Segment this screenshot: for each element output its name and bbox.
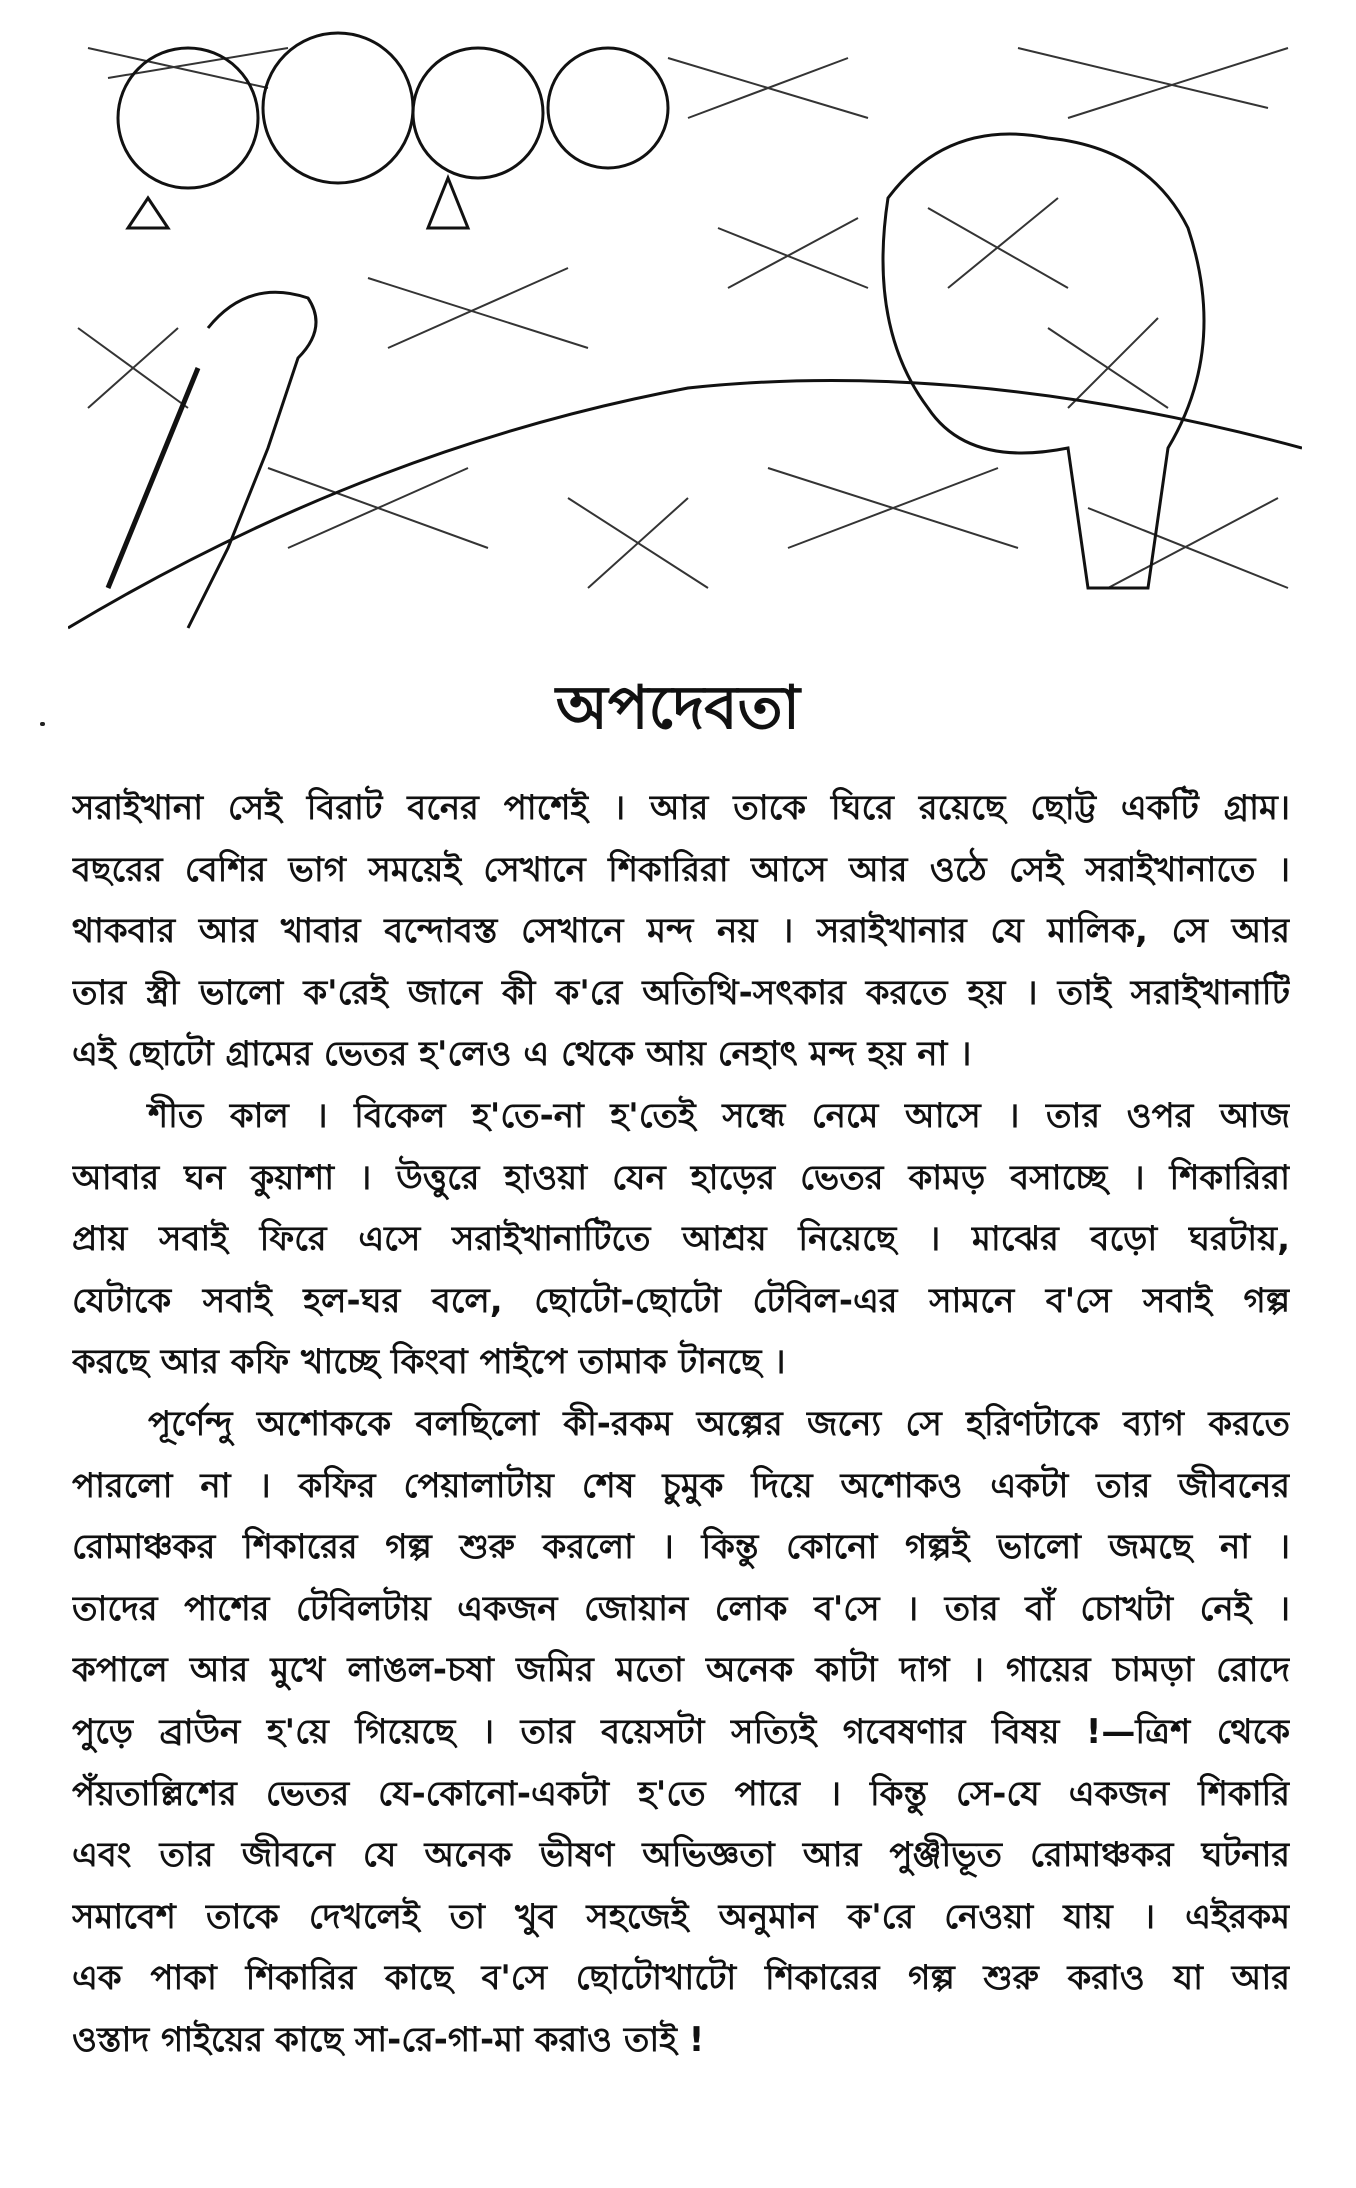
text-line: বছরের বেশির ভাগ সময়েই সেখানে শিকারিরা আসে আর ওঠে সেই সরাইখানাতে । xyxy=(72,849,1290,890)
text-line: রোমাঞ্চকর শিকারের গল্প শুরু করলো । কিন্তু কোনো গল্পই ভালো জমছে না । xyxy=(72,1527,1290,1568)
text-line: শীত কাল । বিকেল হ'তে-না হ'তেই সন্ধে নেমে আসে । তার ওপর আজ xyxy=(148,1095,1290,1136)
text-line: সমাবেশ তাকে দেখলেই তা খুব সহজেই অনুমান ক'রে নেওয়া যায় । এইরকম xyxy=(72,1896,1290,1937)
text-line: কপালে আর মুখে লাঙল-চষা জমির মতো অনেক কাটা দাগ । গায়ের চামড়া রোদে xyxy=(72,1650,1290,1691)
text-line: পারলো না । কফির পেয়ালাটায় শেষ চুমুক দিয়ে অশোকও একটা তার জীবনের xyxy=(72,1465,1290,1506)
text-line: সরাইখানা সেই বিরাট বনের পাশেই । আর তাকে ঘিরে রয়েছে ছোট্ট একটি গ্রাম। xyxy=(72,788,1290,828)
story-title: অপদেবতা xyxy=(555,673,801,743)
text-line: যেটাকে সবাই হল-ঘর বলে, ছোটো-ছোটো টেবিল-এর সামনে ব'সে সবাই গল্প xyxy=(72,1280,1290,1321)
text-line: এক পাকা শিকারির কাছে ব'সে ছোটোখাটো শিকারের গল্প শুরু করাও যা আর xyxy=(72,1958,1290,1999)
text-line: পূর্ণেন্দু অশোককে বলছিলো কী-রকম অল্পের জন্যে সে হরিণটাকে ব্যাগ করতে xyxy=(148,1403,1290,1444)
text-line: আবার ঘন কুয়াশা । উত্তুরে হাওয়া যেন হাড়ের ভেতর কামড় বসাচ্ছে । শিকারিরা xyxy=(72,1157,1290,1198)
text-line: এই ছোটো গ্রামের ভেতর হ'লেও এ থেকে আয় নেহাৎ মন্দ হয় না । xyxy=(72,1034,972,1075)
story-body xyxy=(72,778,1290,2071)
text-line: পুড়ে ব্রাউন হ'য়ে গিয়েছে । তার বয়েসটা সত্যিই গবেষণার বিষয় !—ত্রিশ থেকে xyxy=(72,1711,1290,1752)
text-line: পঁয়তাল্লিশের ভেতর যে-কোনো-একটা হ'তে পারে । কিন্তু সে-যে একজন শিকারি xyxy=(72,1773,1290,1814)
text-line: প্রায় সবাই ফিরে এসে সরাইখানাটিতে আশ্রয় নিয়েছে । মাঝের বড়ো ঘরটায়, xyxy=(72,1219,1290,1260)
text-line: ওস্তাদ গাইয়ের কাছে সা-রে-গা-মা করাও তাই ! xyxy=(72,2019,705,2060)
hunter-and-bear-illustration xyxy=(68,28,1302,638)
text-line: তাদের পাশের টেবিলটায় একজন জোয়ান লোক ব'সে । তার বাঁ চোখটা নেই । xyxy=(72,1588,1290,1629)
text-line: তার স্ত্রী ভালো ক'রেই জানে কী ক'রে অতিথি-সৎকার করতে হয় । তাই সরাইখানাটি xyxy=(72,972,1290,1013)
text-line: এবং তার জীবনে যে অনেক ভীষণ অভিজ্ঞতা আর পুঞ্জীভূত রোমাঞ্চকর ঘটনার xyxy=(72,1835,1290,1876)
text-line: থাকবার আর খাবার বন্দোবস্ত সেখানে মন্দ নয় । সরাইখানার যে মালিক, সে আর xyxy=(72,911,1290,952)
text-line: করছে আর কফি খাচ্ছে কিংবা পাইপে তামাক টানছে । xyxy=(72,1342,786,1383)
